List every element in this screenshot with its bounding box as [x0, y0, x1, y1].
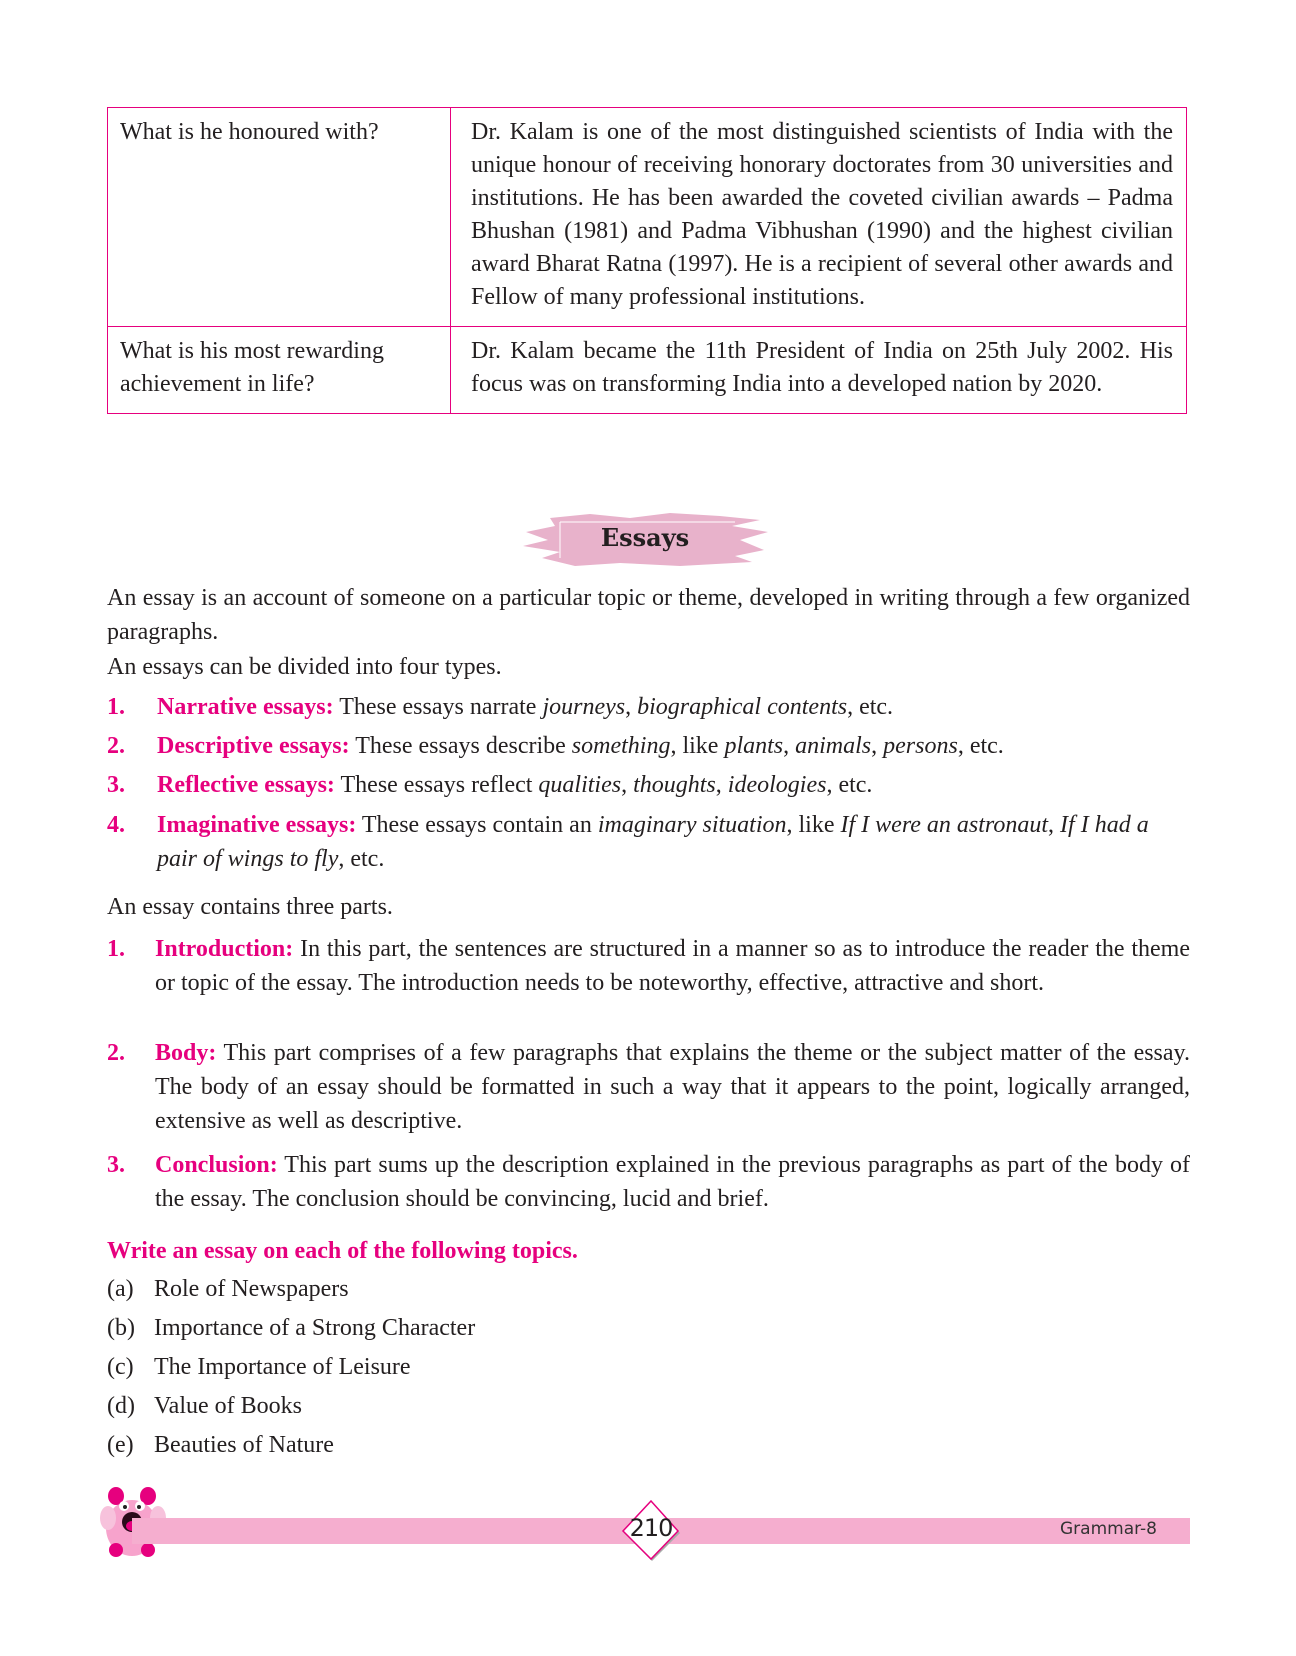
question-cell: What is he honoured with? [108, 108, 451, 327]
page-number: 210 [629, 1514, 673, 1542]
list-number: 1. [107, 694, 125, 720]
list-item [107, 1148, 1190, 1216]
list-text: This part sums up the description explained in the previous paragraphs as part of the body of the essay. The conclusion should be convincing, lucid and brief. [155, 1152, 1190, 1212]
italic-text: ideologies [727, 772, 827, 798]
list-label: Introduction: [155, 936, 294, 962]
list-label: Conclusion: [155, 1152, 278, 1178]
italic-text: If I had a pair of wings to fly [157, 812, 1149, 872]
list-number: 3. [107, 772, 125, 798]
text-segment: , [871, 733, 884, 759]
italic-text: animals [795, 733, 872, 759]
topic-item [107, 1389, 302, 1423]
list-number: 1. [107, 936, 125, 962]
text-segment: , [621, 772, 634, 798]
list-label: Imaginative essays: [157, 812, 357, 838]
topic-text: The Importance of Leisure [154, 1354, 411, 1380]
text-segment: , like [786, 812, 841, 838]
list-item [107, 808, 1190, 876]
text-segment: These essays describe [349, 733, 572, 759]
italic-text: qualities [538, 772, 622, 798]
list-label: Reflective essays: [157, 772, 335, 798]
topic-item [107, 1428, 334, 1462]
answer-cell: Dr. Kalam is one of the most distinguished scientists of India with the unique honour of receiving honorary doctorates from 30 universities and institutions. He has been awarded the coveted civilian awards – Padma Bhushan (1981) and Padma Vibhushan (1990) and the highest civilian award Bharat Ratna (1997). He is a recipient of several other awards and Fellow of many professional institutions. [451, 108, 1187, 327]
types-intro: An essays can be divided into four types. [107, 654, 502, 680]
question-cell: What is his most rewarding achievement in life? [108, 327, 451, 414]
list-number: 3. [107, 1152, 125, 1178]
topic-text: Beauties of Nature [154, 1432, 334, 1458]
topic-text: Importance of a Strong Character [154, 1315, 476, 1341]
exercise-heading: Write an essay on each of the following topics. [107, 1238, 578, 1264]
text-segment: , [783, 733, 796, 759]
list-text: This part comprises of a few paragraphs that explains the theme or the subject matter of the essay. The body of an essay should be formatted in such a way that it appears to the point, logically arranged, extensive as well as descriptive. [155, 1040, 1190, 1134]
topic-text: Role of Newspapers [154, 1276, 349, 1302]
text-segment: , [625, 694, 638, 720]
italic-text: journeys [542, 694, 626, 720]
topic-item [107, 1311, 475, 1345]
topic-item [107, 1350, 411, 1384]
text-segment: , etc. [847, 694, 894, 720]
italic-text: plants [724, 733, 784, 759]
intro-paragraph: An essay is an account of someone on a particular topic or theme, developed in writing through a few organized paragraphs. [107, 585, 1190, 645]
list-item [107, 729, 1190, 763]
qa-table [107, 107, 1187, 414]
topic-letter: (e) [107, 1432, 134, 1458]
list-item [107, 768, 1190, 802]
text-segment: These essays narrate [333, 694, 543, 720]
italic-text: biographical contents [637, 694, 848, 720]
italic-text: persons [883, 733, 958, 759]
list-number: 2. [107, 1040, 125, 1066]
table-row [108, 327, 1187, 414]
topic-text: Value of Books [154, 1393, 302, 1419]
list-item [107, 690, 1190, 724]
topic-letter: (b) [107, 1315, 135, 1341]
list-item [107, 1036, 1190, 1138]
text-segment: , etc. [957, 733, 1004, 759]
list-number: 2. [107, 733, 125, 759]
table-row [108, 108, 1187, 327]
text-segment: These essays reflect [334, 772, 539, 798]
topic-letter: (a) [107, 1276, 134, 1302]
italic-text: If I were an astronaut [840, 812, 1049, 838]
section-title: Essays [600, 523, 690, 552]
text-segment: , like [670, 733, 725, 759]
topic-item [107, 1272, 349, 1306]
italic-text: thoughts [633, 772, 716, 798]
italic-text: something [571, 733, 671, 759]
text-segment: These essays contain an [356, 812, 598, 838]
parts-intro: An essay contains three parts. [107, 894, 393, 920]
answer-cell: Dr. Kalam became the 11th President of India on 25th July 2002. His focus was on transforming India into a developed nation by 2020. [451, 327, 1187, 414]
text-segment: , [715, 772, 728, 798]
topic-letter: (c) [107, 1354, 134, 1380]
text-segment: , etc. [826, 772, 873, 798]
list-label: Body: [155, 1040, 217, 1066]
italic-text: imaginary situation [597, 812, 787, 838]
text-segment: , [1048, 812, 1061, 838]
book-title: Grammar-8 [1060, 1519, 1157, 1539]
text-segment: , etc. [338, 846, 385, 872]
list-item [107, 932, 1190, 1000]
list-number: 4. [107, 812, 125, 838]
list-label: Narrative essays: [157, 694, 334, 720]
list-text: In this part, the sentences are structured in a manner so as to introduce the reader the theme or topic of the essay. The introduction needs to be noteworthy, effective, attractive and short. [155, 936, 1190, 996]
list-label: Descriptive essays: [157, 733, 350, 759]
topic-letter: (d) [107, 1393, 135, 1419]
